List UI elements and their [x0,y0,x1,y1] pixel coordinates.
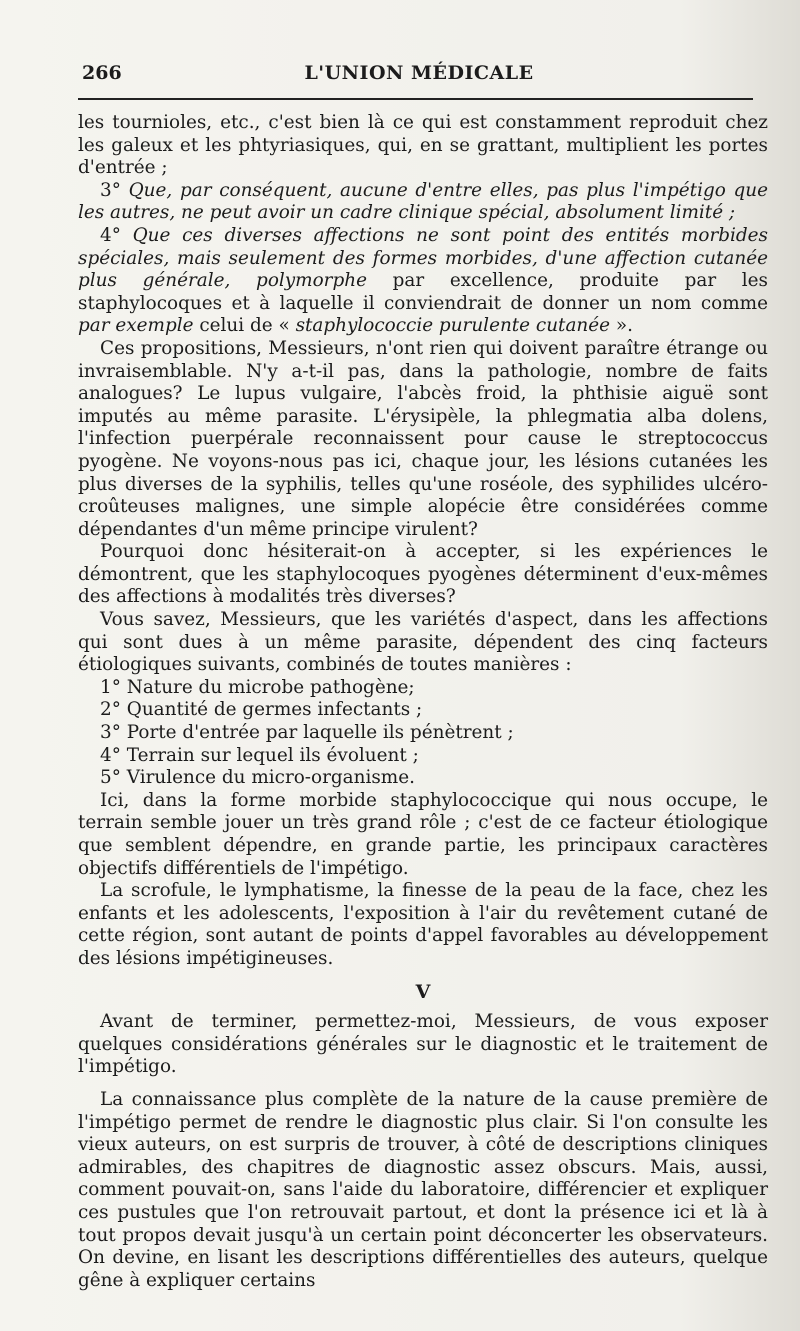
header-rule [78,98,753,100]
paragraph-continuation: les tournioles, etc., c'est bien là ce qui est constamment reproduit chez les galeux et les phtyriasiques, qui, en se grattant, multiplient les portes d'entrée ; [78,112,768,179]
paragraph-diagnostic: La connaissance plus complète de la nature de la cause première de l'impétigo permet de rendre le diagnostic plus clair. Si l'on consulte les vieux auteurs, on est surpris de trouver, à côté de descriptions cliniques admirables, des chapitres de diagnostic assez obscurs. Mais, aussi, comment pouvait-on, sans l'aide du laboratoire, différencier et expliquer ces pustules que l'on retrouvait partout, et dont la présence ici et là à tout propos devait jusqu'à un certain point déconcerter les observateurs. On devine, en lisant les descriptions différentielles des auteurs, quelque gêne à expliquer certains [78,1088,768,1291]
paragraph-gap [78,1079,768,1089]
proposition-3-text: Que, par conséquent, aucune d'entre elles, pas plus l'impétigo que les autres, ne peut avoir un cadre clinique spécial, absolument limité ; [78,179,768,224]
paragraph-staphylococci: Pourquoi donc hésiterait-on à accepter, si les expériences le démontrent, que les staphylocoques pyogènes déterminent d'eux-mêmes des affections à modalités très diverses? [78,541,768,608]
paragraph-propositions: Ces propositions, Messieurs, n'ont rien qui doivent paraître étrange ou invraisemblable. N'y a-t-il pas, dans la pathologie, nombre de faits analogues? Le lupus vulgaire, l'abcès froid, la phthisie aiguë sont imputés au même parasite. L'érysipèle, la phlegmatia alba dolens, l'infection puerpérale reconnaissent pour cause le streptococcus pyogène. Ne voyons-nous pas ici, chaque jour, les lésions cutanées les plus diverses de la syphilis, telles qu'une roséole, des syphilides ulcéro-croûteuses malignes, une simple alopécie être considérées comme dépendantes d'un même principe virulent? [78,337,768,540]
proposition-4-text-2: celui de « [193,315,296,337]
section-heading: V [415,980,431,1003]
list-item: 1° Nature du microbe pathogène; [100,676,415,698]
proposition-4-text-1: par excellence, produite par les staphylocoques et à laquelle il conviendrait de donner un nom comme [78,270,768,314]
journal-title: L'UNION MÉDICALE [304,62,534,84]
proposition-4 [78,225,768,338]
list-item: 4° Terrain sur lequel ils évoluent ; [100,744,419,766]
paragraph-factors: Vous savez, Messieurs, que les variétés d'aspect, dans les affections qui sont dues à un même parasite, dépendent des cinq facteurs étiologiques suivants, combinés de toutes manières : [78,609,768,676]
article-body [78,112,768,1292]
paragraph-terrain: Ici, dans la forme morbide staphylococcique qui nous occupe, le terrain semble jouer un très grand rôle ; c'est de ce facteur étiologique que semblent dépendre, en grande partie, les principaux caractères objectifs différentiels de l'impétigo. [78,789,768,879]
paragraph-conclusion-intro: Avant de terminer, permettez-moi, Messieurs, de vous exposer quelques considérations générales sur le diagnostic et le traitement de l'impétigo. [78,1011,768,1078]
proposition-4-italic-2: par exemple [78,315,194,337]
page-header [78,62,760,90]
proposition-4-italic-3: staphylococcie purulente cutanée [295,315,611,337]
list-item: 3° Porte d'entrée par laquelle ils pénètrent ; [100,722,514,744]
proposition-4-number: 4° [100,224,133,246]
proposition-4-italic: Que ces diverses affections ne sont point des entités morbides spéciales, mais seulement des formes morbides, d'une affection cutanée plus générale, polymorphe [78,224,768,292]
page-number: 266 [82,62,122,84]
proposition-3-number: 3° [100,179,129,201]
paragraph-scrofule: La scrofule, le lymphatisme, la finesse de la peau de la face, chez les enfants et les adolescents, l'exposition à l'air du revêtement cutané de cette région, sont autant de points d'appel favorables au développement des lésions impétigineuses. [78,880,768,969]
list-item: 5° Virulence du micro-organisme. [100,767,415,789]
list-item: 2° Quantité de germes infectants ; [100,699,423,721]
proposition-3 [78,180,768,225]
proposition-4-text-3: ». [610,315,633,337]
